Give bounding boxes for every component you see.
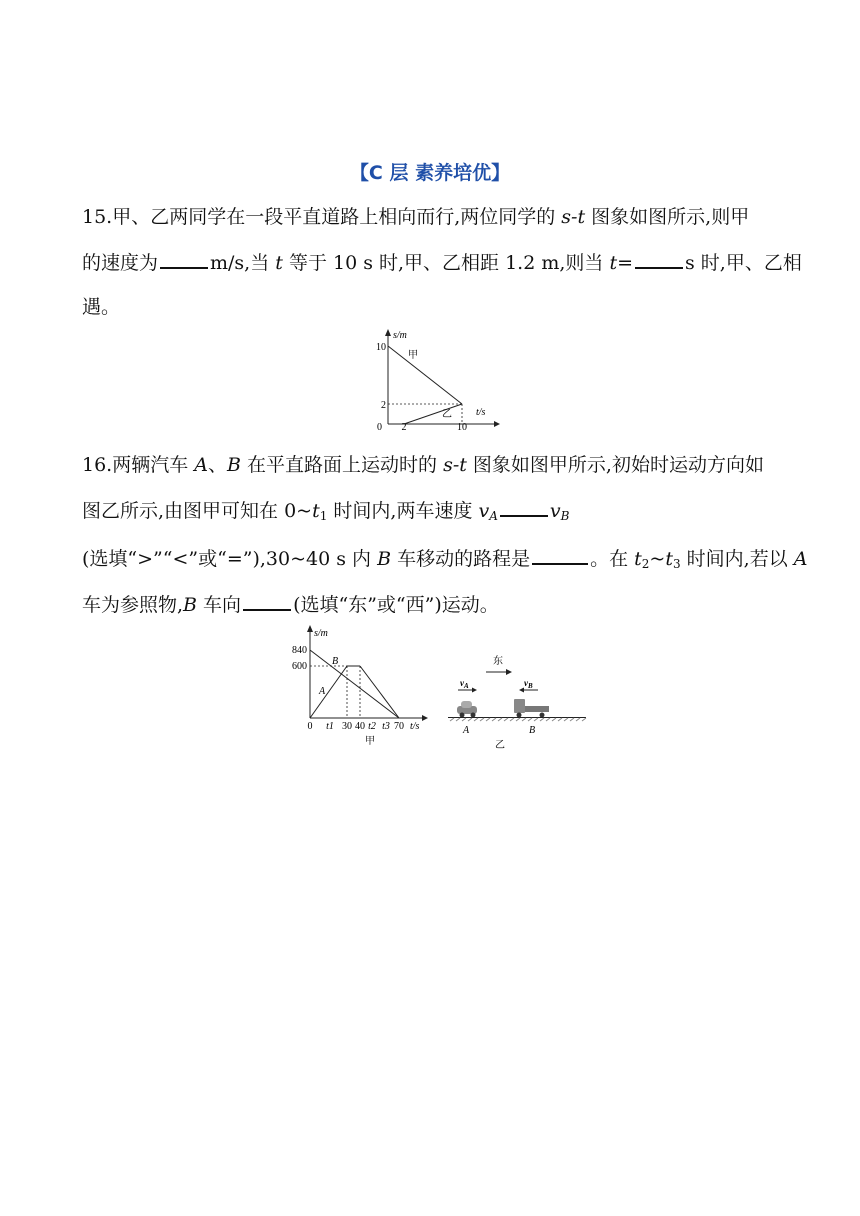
q16-st-graph	[282, 622, 432, 752]
answer-blank-3[interactable]	[500, 495, 548, 517]
answer-blank-4[interactable]	[532, 543, 588, 565]
y-axis-label: s/m	[393, 330, 407, 341]
line-yi	[404, 404, 462, 424]
q15-line-1: 15.甲、乙两同学在一段平直道路上相向而行,两位同学的 s-t 图象如图所示,则甲	[82, 206, 750, 228]
answer-blank-2[interactable]	[635, 247, 683, 269]
line-A-rise	[310, 666, 347, 718]
x-tick-70: 70	[394, 721, 404, 732]
label-jia: 甲	[408, 350, 418, 361]
q16-line-3: (选填“>”“<”或“=”),30~40 s 内 B 车移动的路程是 。在 $t_2\sim t_3$ 时间内,若以 A	[82, 540, 782, 583]
q16-line-2: 图乙所示,由图甲可知在 $0\sim t_1$ 时间内,两车速度 $v_A$ $v_B$	[82, 492, 782, 535]
y-tick-840: 840	[292, 645, 307, 656]
y-tick-2: 2	[381, 400, 386, 411]
q15-line-3: 遇。	[82, 296, 121, 318]
line-A-fall	[360, 666, 399, 718]
x-tick-t2: t2	[368, 721, 376, 732]
origin-label: 0	[307, 721, 313, 732]
x-tick-2: 2	[401, 422, 407, 432]
section-title: 【C 层 素养培优】	[349, 162, 511, 184]
label-yi: 乙	[442, 409, 452, 420]
x-tick-t1: t1	[326, 721, 334, 732]
graph-caption: 甲	[365, 736, 375, 747]
car-A-icon	[457, 701, 477, 718]
q16-scene	[448, 648, 598, 752]
x-axis-label: t/s	[476, 407, 486, 418]
line-B	[310, 650, 399, 718]
x-axis-label: t/s	[410, 721, 420, 732]
q15-line-2: 的速度为 m/s,当 t 等于 10 s 时,甲、乙相距 1.2 m,则当 t= s 时,甲、乙相	[82, 244, 782, 282]
car-A-label: A	[462, 725, 470, 736]
answer-blank-1[interactable]	[160, 247, 208, 269]
vB-label: $v_B$	[524, 678, 533, 690]
q16-line-4: 车为参照物,B 车向 (选填“东”或“西”)运动。	[82, 586, 782, 624]
car-B-label: B	[528, 725, 536, 736]
truck-B-icon	[514, 699, 549, 718]
x-tick-30: 30	[342, 721, 352, 732]
answer-blank-5[interactable]	[243, 589, 291, 611]
y-axis-label: s/m	[314, 628, 328, 639]
east-label: 东	[493, 656, 503, 667]
label-B: B	[332, 656, 339, 667]
east-arrow	[506, 669, 512, 675]
y-tick-600: 600	[292, 661, 307, 672]
x-tick-40: 40	[355, 721, 365, 732]
x-tick-t3: t3	[382, 721, 390, 732]
label-A: A	[319, 686, 326, 697]
x-tick-10: 10	[457, 422, 467, 432]
scene-caption: 乙	[495, 740, 505, 751]
q15-st-graph	[360, 326, 500, 432]
line-jia	[388, 346, 462, 404]
vA-label: $v_A$	[460, 678, 469, 690]
y-tick-10: 10	[376, 342, 386, 353]
q16-line-1: 16.两辆汽车 A、B 在平直路面上运动时的 s-t 图象如图甲所示,初始时运动方向如	[82, 454, 764, 476]
origin-label: 0	[377, 422, 382, 432]
